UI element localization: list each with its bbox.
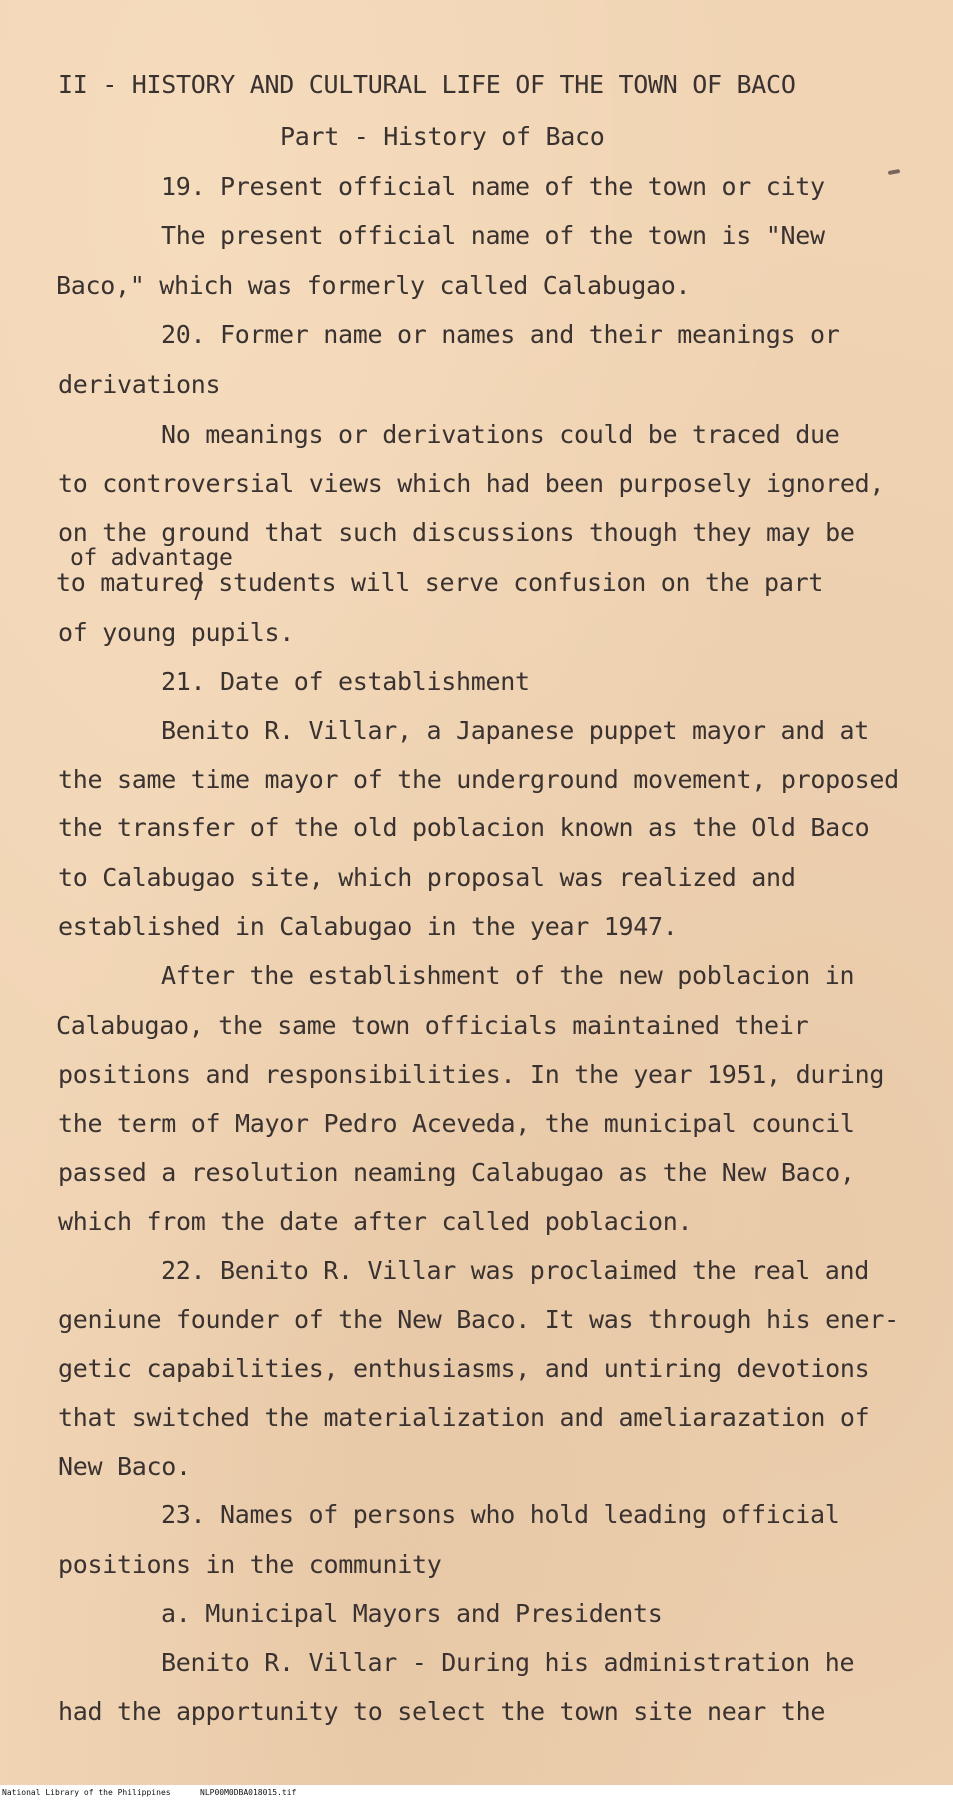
text-line: Calabugao, the same town officials maintained their (56, 1011, 809, 1040)
text-line: had the apportunity to select the town site near the (58, 1697, 826, 1726)
text-line: 21. Date of establishment (161, 667, 530, 696)
text-line: to controversial views which had been purposely ignored, (58, 469, 885, 498)
text-line: of young pupils. (58, 618, 295, 647)
stray-ink-mark (888, 169, 901, 175)
text-line: No meanings or derivations could be traced due (161, 420, 840, 449)
text-line: Benito R. Villar - During his administration he (161, 1648, 855, 1677)
text-line: geniune founder of the New Baco. It was through his ener- (58, 1305, 899, 1334)
text-line: that switched the materialization and ameliarazation of (58, 1403, 870, 1432)
text-line: which from the date after called poblacion. (58, 1207, 693, 1236)
text-line: 23. Names of persons who hold leading official (161, 1500, 840, 1529)
text-line: Benito R. Villar, a Japanese puppet mayor and at (161, 716, 870, 745)
text-line: 22. Benito R. Villar was proclaimed the real and (161, 1256, 870, 1285)
text-line: on the ground that such discussions though they may be (58, 518, 855, 547)
text-line: derivations (58, 370, 221, 399)
text-line: the term of Mayor Pedro Aceveda, the municipal council (58, 1109, 855, 1138)
text-line: the transfer of the old poblacion known as the Old Baco (58, 813, 870, 842)
text-line: established in Calabugao in the year 1947. (58, 912, 678, 941)
text-line: to matured students will serve confusion on the part (56, 568, 824, 597)
section-heading: II - HISTORY AND CULTURAL LIFE OF THE TOWN OF BACO (58, 70, 796, 99)
handwritten-insertion: of advantage (70, 545, 233, 571)
text-line: the same time mayor of the underground movement, proposed (58, 765, 899, 794)
text-line: positions and responsibilities. In the year 1951, during (58, 1060, 885, 1089)
text-line: New Baco. (58, 1452, 191, 1481)
library-credit: National Library of the Philippines (2, 1788, 171, 1797)
text-line: Baco," which was formerly called Calabugao. (56, 271, 691, 300)
text-line: The present official name of the town is "New (161, 221, 825, 250)
scan-filename: NLP00M0DBA018015.tif (200, 1788, 297, 1797)
text-line: 20. Former name or names and their meanings or (161, 320, 840, 349)
text-line: 19. Present official name of the town or city (161, 172, 825, 201)
text-line: getic capabilities, enthusiasms, and untiring devotions (58, 1354, 870, 1383)
text-line: a. Municipal Mayors and Presidents (161, 1599, 663, 1628)
text-line: to Calabugao site, which proposal was realized and (58, 863, 796, 892)
text-line: After the establishment of the new poblacion in (161, 961, 855, 990)
part-heading: Part - History of Baco (280, 122, 605, 151)
text-line: passed a resolution neaming Calabugao as the New Baco, (58, 1158, 855, 1187)
scan-footer (0, 1785, 953, 1800)
text-line: positions in the community (58, 1550, 442, 1579)
